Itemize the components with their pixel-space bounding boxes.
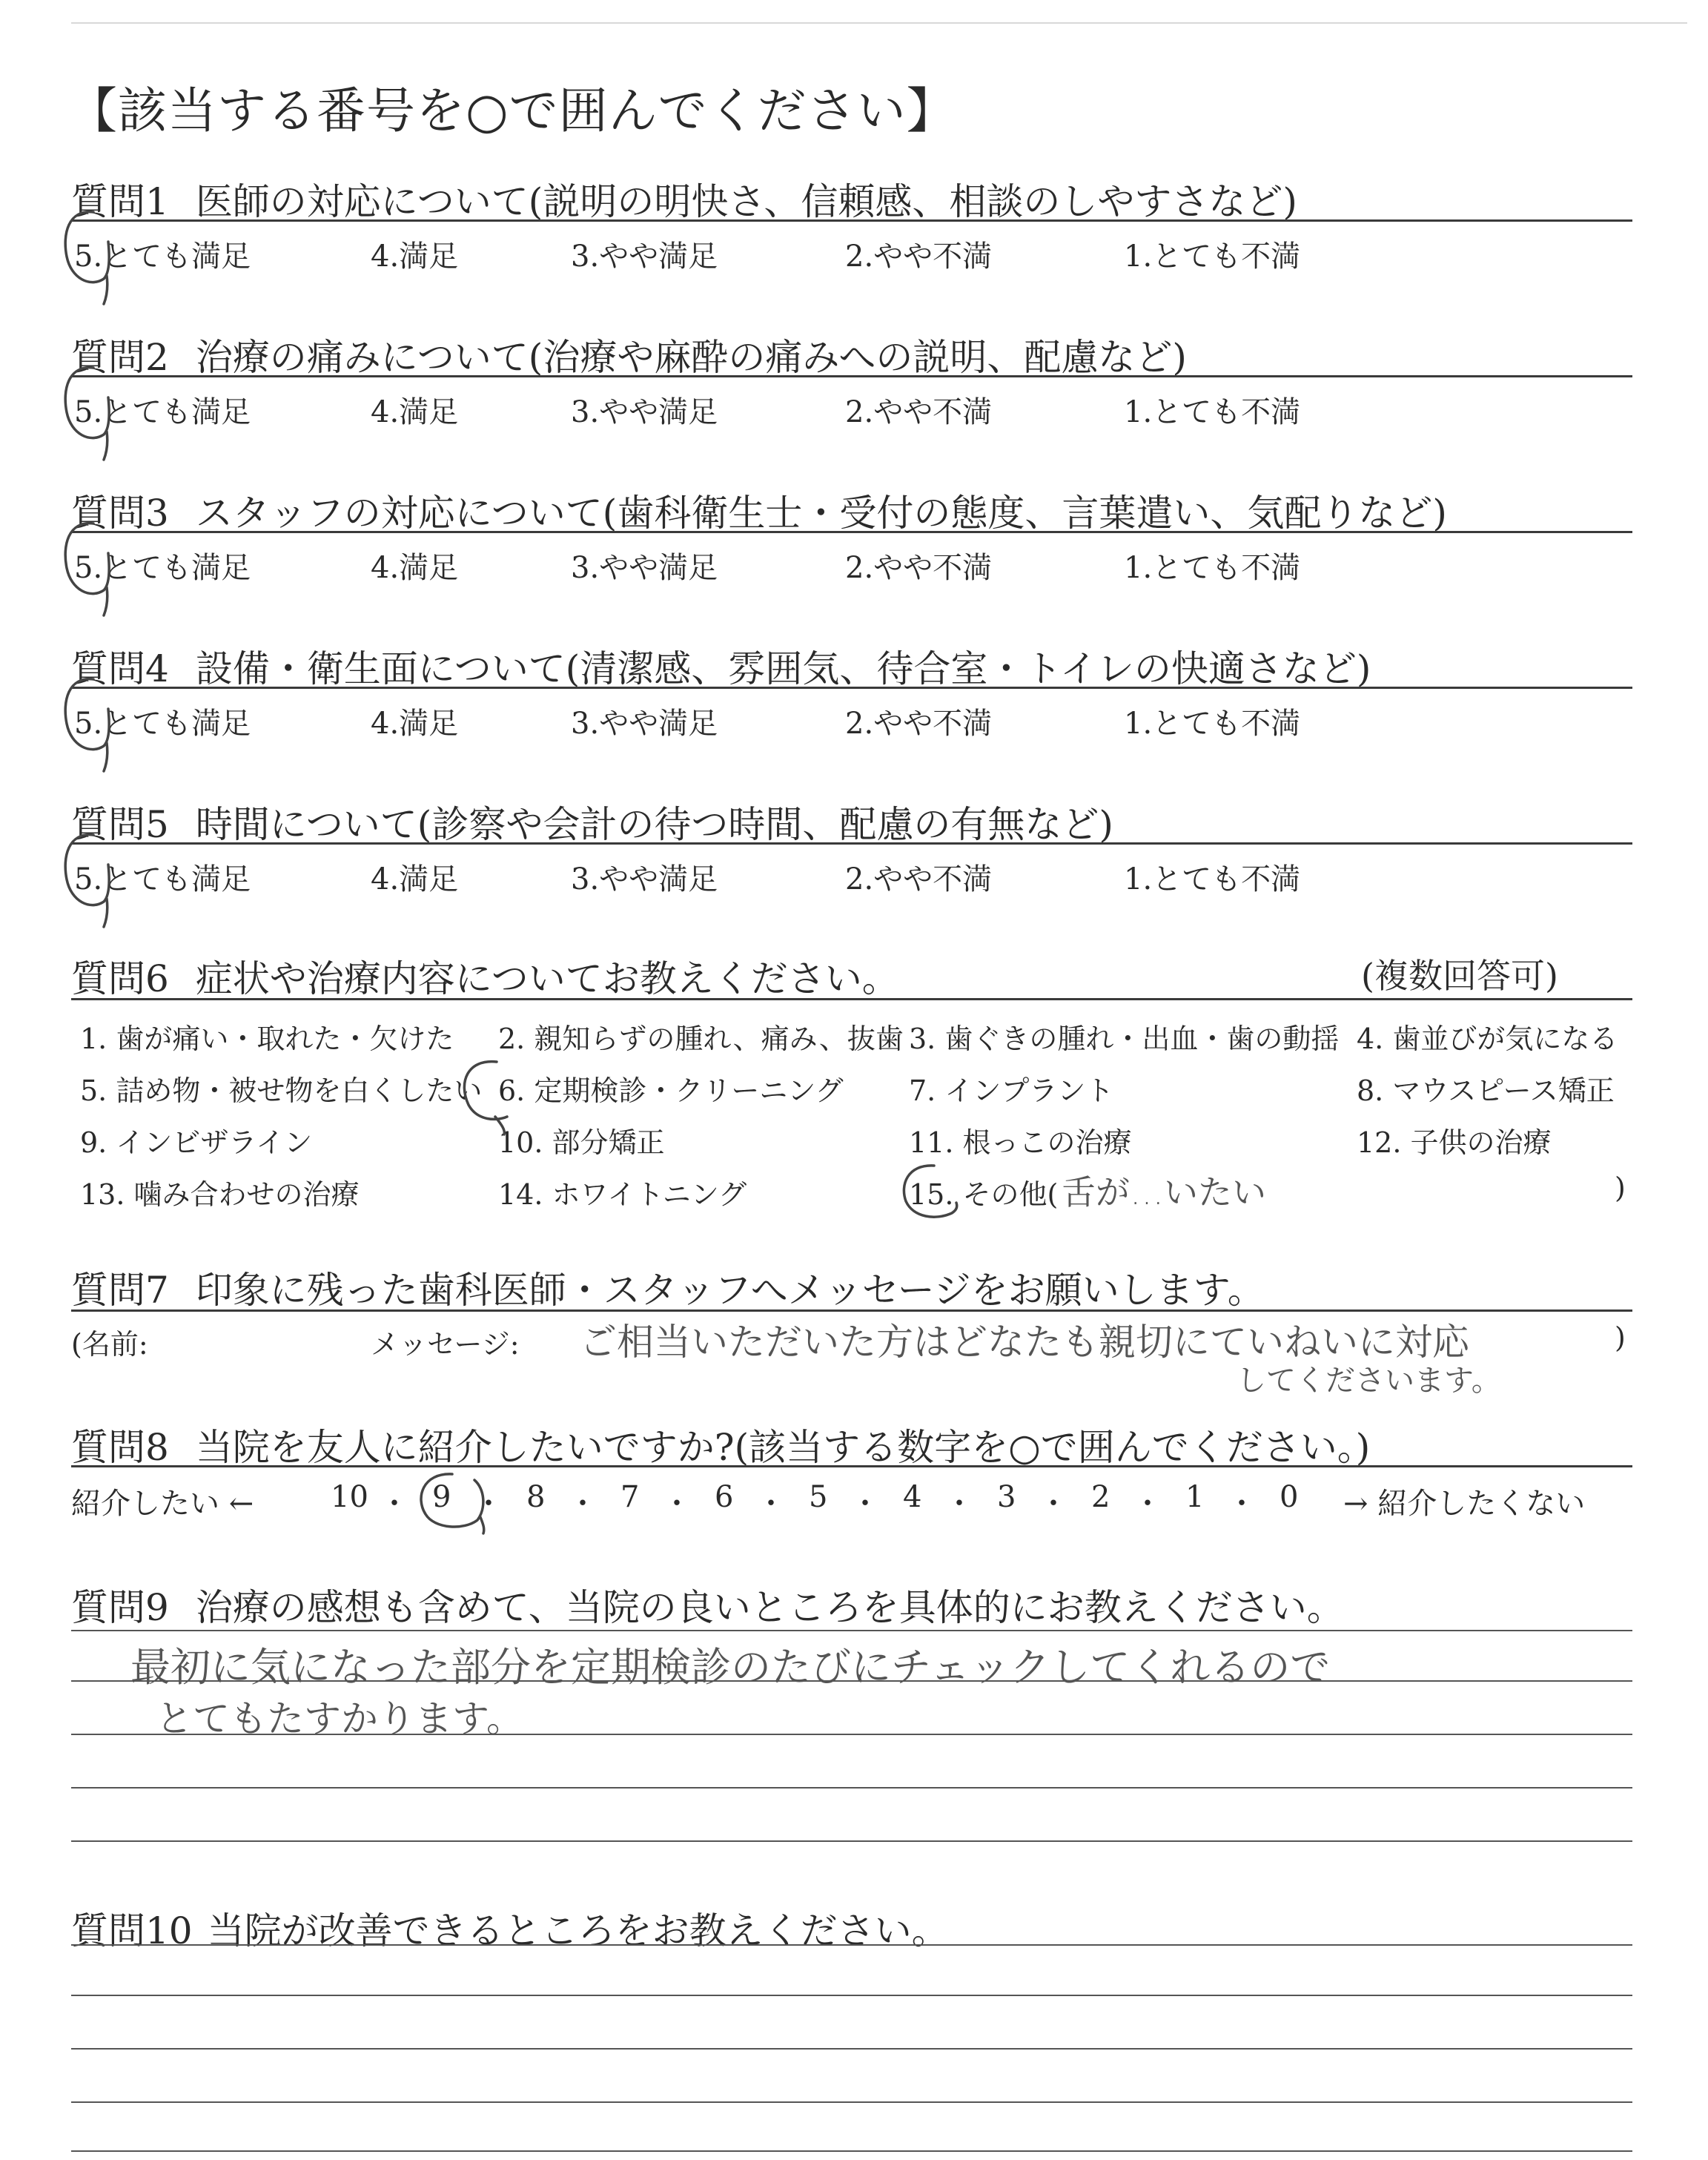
q3-rule — [71, 531, 1632, 533]
q7-rule — [71, 1309, 1632, 1312]
q8-scale-10[interactable]: 10 — [331, 1480, 368, 1514]
q5-label: 質問5 — [71, 803, 169, 846]
q6-option-3[interactable]: 3. 歯ぐきの腫れ・出血・歯の動揺 — [909, 1023, 1340, 1055]
q10-line-4 — [71, 2101, 1632, 2103]
q1-label: 質問1 — [71, 180, 169, 223]
q9-line-1 — [71, 1630, 1632, 1631]
q2-option-1[interactable]: 1.とても不満 — [1124, 395, 1301, 429]
q8-scale-7[interactable]: 7 — [620, 1480, 640, 1514]
q8-scale-2[interactable]: 2 — [1091, 1480, 1110, 1514]
q8-separator: ・ — [1133, 1487, 1162, 1521]
q8-rule — [71, 1465, 1632, 1467]
q10-title — [71, 1901, 949, 1955]
q9-answer-line1: 最初に気になった部分を定期検診のたびにチェックしてくれるので — [130, 1644, 1331, 1691]
q5-option-1[interactable]: 1.とても不満 — [1124, 862, 1301, 896]
q3-label: 質問3 — [71, 492, 169, 535]
q4-title — [71, 639, 1371, 693]
q6-option-15[interactable]: 15. その他( — [909, 1178, 1059, 1211]
q9-answer-line2: とてもたすかります。 — [156, 1697, 523, 1740]
q9-title — [71, 1578, 1344, 1631]
q6-option-9[interactable]: 9. インビザライン — [80, 1126, 313, 1159]
q4-circle-mark — [61, 672, 128, 776]
q8-scale-8[interactable]: 8 — [526, 1480, 546, 1514]
q6-circle-6-mark — [452, 1053, 526, 1135]
q1-option-2[interactable]: 2.やや不満 — [845, 240, 993, 274]
q8-title — [71, 1418, 1370, 1471]
q6-rule — [71, 998, 1632, 1000]
q5-option-4[interactable]: 4.満足 — [371, 862, 459, 896]
q7-message-label: メッセージ: — [371, 1328, 520, 1361]
q3-option-5[interactable]: 5.とても満足 — [74, 551, 251, 585]
q6-option-4[interactable]: 4. 歯並びが気になる — [1357, 1023, 1618, 1055]
q8-left-label: 紹介したい ← — [71, 1487, 254, 1521]
q6-multi-note: (複数回答可) — [1361, 956, 1558, 996]
q1-text: 医師の対応について(説明の明快さ、信頼感、相談のしやすさなど) — [195, 180, 1297, 223]
q8-scale-9[interactable]: 9 — [432, 1480, 451, 1514]
q6-other-handwritten: 舌が…いたい — [1062, 1172, 1266, 1212]
q6-text: 症状や治療内容についてお教えください。 — [195, 957, 899, 1000]
q1-rule — [71, 219, 1632, 222]
q6-option-5[interactable]: 5. 詰め物・被せ物を白くしたい — [80, 1074, 483, 1107]
q5-option-5[interactable]: 5.とても満足 — [74, 862, 251, 896]
q2-rule — [71, 375, 1632, 377]
q4-option-1[interactable]: 1.とても不満 — [1124, 707, 1301, 741]
q7-message-line1: ご相当いただいた方はどなたも親切にていねいに対応 — [580, 1321, 1469, 1364]
q8-circle-9-mark — [412, 1468, 494, 1535]
q7-close: ) — [1615, 1321, 1626, 1354]
q6-option-12[interactable]: 12. 子供の治療 — [1357, 1126, 1552, 1159]
q3-option-1[interactable]: 1.とても不満 — [1124, 551, 1301, 585]
q7-text: 印象に残った歯科医師・スタッフへメッセージをお願いします。 — [195, 1269, 1265, 1312]
q2-text: 治療の痛みについて(治療や麻酔の痛みへの説明、配慮など) — [195, 336, 1187, 379]
q2-option-5[interactable]: 5.とても満足 — [74, 395, 251, 429]
q7-label: 質問7 — [71, 1269, 169, 1312]
q3-text: スタッフの対応について(歯科衛生士・受付の態度、言葉遣い、気配りなど) — [195, 492, 1447, 535]
q10-line-3 — [71, 2048, 1632, 2050]
q3-option-3[interactable]: 3.やや満足 — [571, 551, 718, 585]
q3-title — [71, 483, 1447, 537]
q10-text: 当院が改善できるところをお教えください。 — [207, 1909, 949, 1952]
q8-separator: ・ — [944, 1487, 974, 1521]
q7-name-label: (名前: — [71, 1328, 148, 1361]
q1-option-1[interactable]: 1.とても不満 — [1124, 240, 1301, 274]
q8-right-label: → 紹介したくない — [1343, 1487, 1586, 1521]
q2-option-4[interactable]: 4.満足 — [371, 395, 459, 429]
q4-option-4[interactable]: 4.満足 — [371, 707, 459, 741]
q10-line-2 — [71, 1995, 1632, 1996]
q5-rule — [71, 842, 1632, 845]
q8-separator: ・ — [756, 1487, 786, 1521]
q7-message-line2: してくださいます。 — [1237, 1364, 1501, 1398]
q1-option-4[interactable]: 4.満足 — [371, 240, 459, 274]
q8-separator: ・ — [474, 1487, 503, 1521]
q8-scale-5[interactable]: 5 — [809, 1480, 828, 1514]
q6-option-1[interactable]: 1. 歯が痛い・取れた・欠けた — [80, 1023, 454, 1055]
q8-scale-4[interactable]: 4 — [903, 1480, 922, 1514]
q8-separator: ・ — [662, 1487, 692, 1521]
top-border — [71, 22, 1687, 24]
q6-option-6[interactable]: 6. 定期検診・クリーニング — [498, 1074, 844, 1107]
q2-option-2[interactable]: 2.やや不満 — [845, 395, 993, 429]
q6-option-10[interactable]: 10. 部分矯正 — [498, 1126, 665, 1159]
q6-option-2[interactable]: 2. 親知らずの腫れ、痛み、抜歯 — [498, 1023, 904, 1055]
q8-scale-1[interactable]: 1 — [1185, 1480, 1205, 1514]
q4-option-3[interactable]: 3.やや満足 — [571, 707, 718, 741]
q4-rule — [71, 687, 1632, 689]
q4-text: 設備・衛生面について(清潔感、雰囲気、待合室・トイレの快適さなど) — [195, 647, 1371, 690]
q6-option-13[interactable]: 13. 噛み合わせの治療 — [80, 1178, 360, 1211]
q9-text: 治療の感想も含めて、当院の良いところを具体的にお教えください。 — [195, 1586, 1344, 1629]
q9-line-4 — [71, 1787, 1632, 1789]
q2-option-3[interactable]: 3.やや満足 — [571, 395, 718, 429]
q6-option-11[interactable]: 11. 根っこの治療 — [909, 1126, 1132, 1159]
q3-option-2[interactable]: 2.やや不満 — [845, 551, 993, 585]
page-title: 【該当する番号を○で囲んでください】 — [68, 82, 956, 139]
q6-other-close: ) — [1615, 1172, 1626, 1204]
q3-option-4[interactable]: 4.満足 — [371, 551, 459, 585]
q9-line-5 — [71, 1840, 1632, 1842]
q6-option-14[interactable]: 14. ホワイトニング — [498, 1178, 747, 1211]
q8-scale-6[interactable]: 6 — [715, 1480, 734, 1514]
q4-label: 質問4 — [71, 647, 169, 690]
q6-option-7[interactable]: 7. インプラント — [909, 1074, 1114, 1107]
q1-option-5[interactable]: 5.とても満足 — [74, 240, 251, 274]
q3-circle-mark — [61, 516, 128, 620]
q6-label: 質問6 — [71, 957, 169, 1000]
q9-label: 質問9 — [71, 1586, 169, 1629]
q4-option-5[interactable]: 5.とても満足 — [74, 707, 251, 741]
q6-circle-15-mark — [897, 1158, 971, 1225]
q8-label: 質問8 — [71, 1426, 169, 1469]
q5-option-2[interactable]: 2.やや不満 — [845, 862, 993, 896]
q1-circle-mark — [61, 205, 128, 308]
q10-line-1 — [71, 1944, 1632, 1946]
q8-scale-0[interactable]: 0 — [1280, 1480, 1299, 1514]
q6-title — [71, 949, 899, 1003]
q1-option-3[interactable]: 3.やや満足 — [571, 240, 718, 274]
q8-separator: ・ — [1039, 1487, 1068, 1521]
q1-title — [71, 172, 1297, 225]
q8-scale-3[interactable]: 3 — [997, 1480, 1016, 1514]
q2-label: 質問2 — [71, 336, 169, 379]
q8-text: 当院を友人に紹介したいですか?(該当する数字を○で囲んでください。) — [195, 1426, 1371, 1469]
q8-separator: ・ — [1227, 1487, 1257, 1521]
q2-circle-mark — [61, 360, 128, 464]
q5-title — [71, 795, 1113, 848]
q10-label: 質問10 — [71, 1909, 193, 1952]
q7-title — [71, 1261, 1265, 1314]
q5-text: 時間について(診察や会計の待つ時間、配慮の有無など) — [195, 803, 1113, 846]
q8-separator: ・ — [850, 1487, 880, 1521]
q8-separator: ・ — [568, 1487, 598, 1521]
q6-option-8[interactable]: 8. マウスピース矯正 — [1357, 1074, 1615, 1107]
q8-separator: ・ — [380, 1487, 409, 1521]
q5-circle-mark — [61, 828, 128, 931]
q2-title — [71, 328, 1187, 381]
q4-option-2[interactable]: 2.やや不満 — [845, 707, 993, 741]
q10-line-5 — [71, 2150, 1632, 2152]
q5-option-3[interactable]: 3.やや満足 — [571, 862, 718, 896]
